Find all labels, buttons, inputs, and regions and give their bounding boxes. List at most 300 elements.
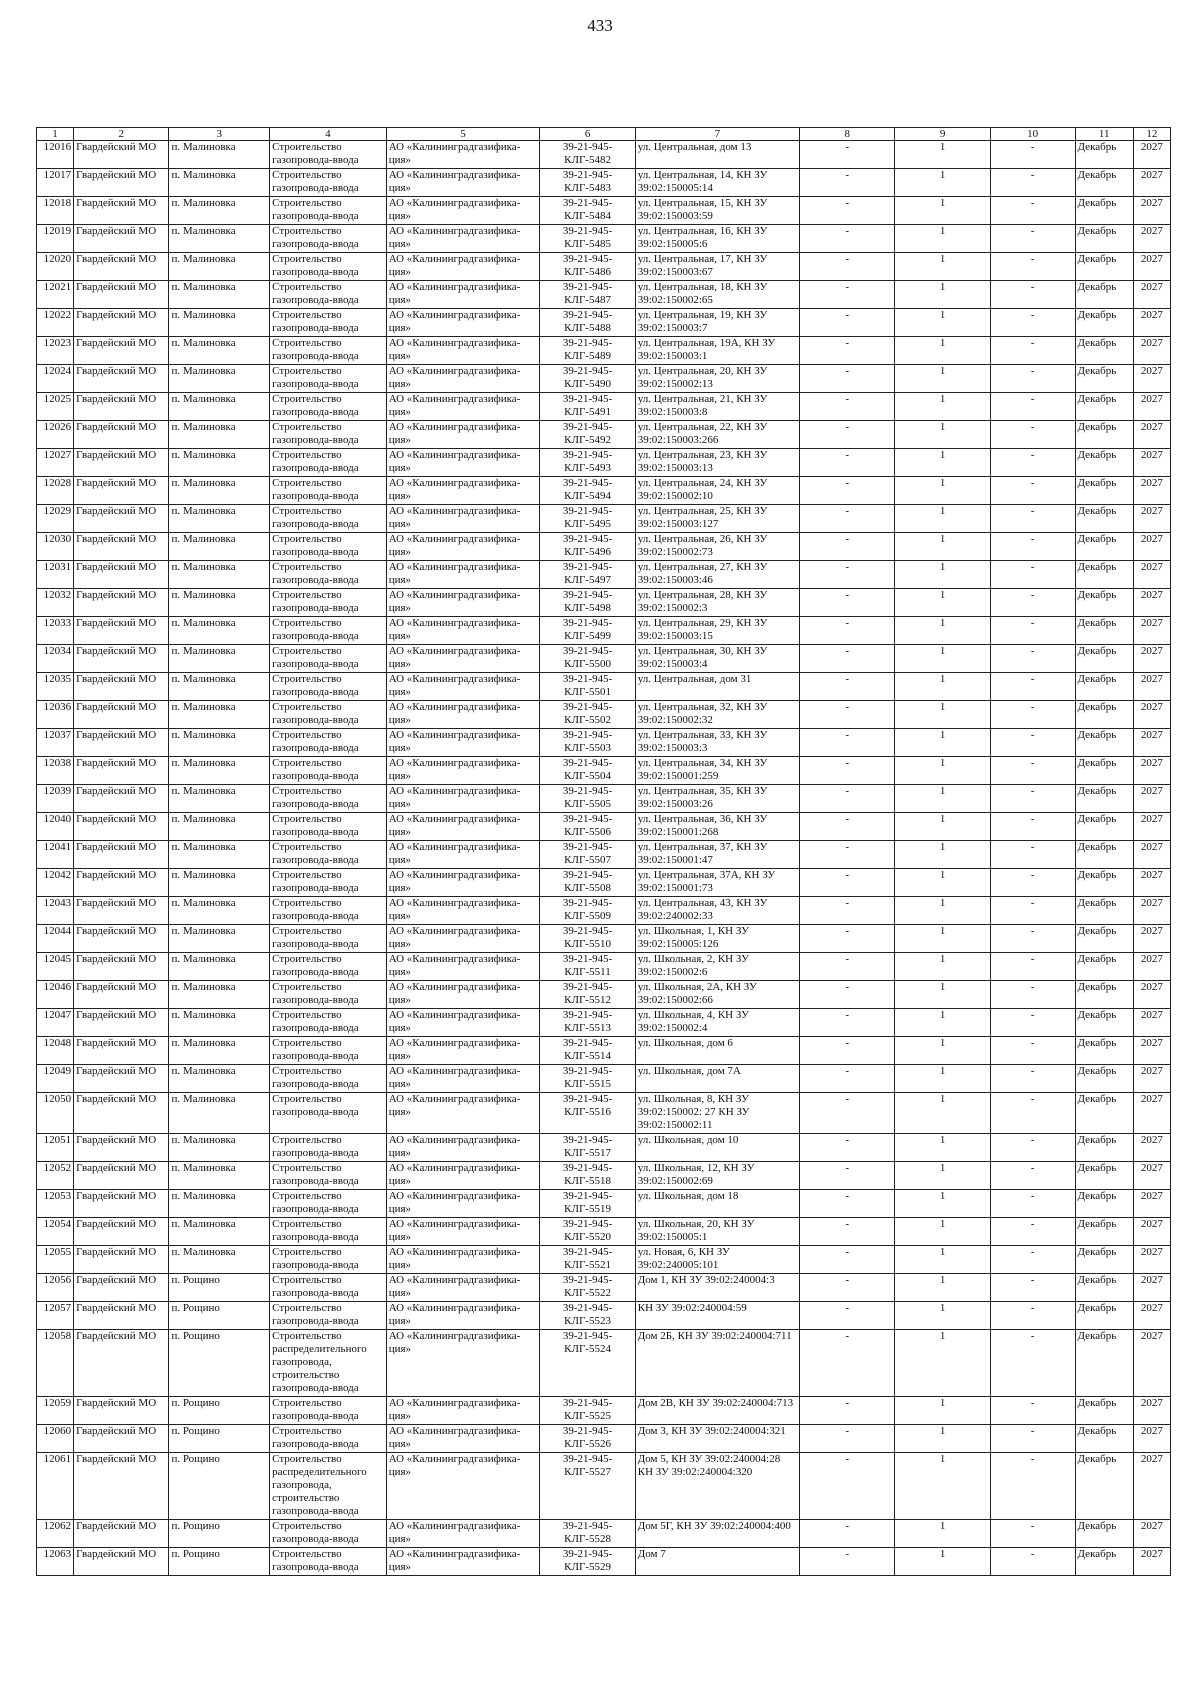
year-cell: 2027 <box>1133 589 1170 617</box>
registration-code-cell: 39-21-945-КЛГ-5511 <box>540 953 635 981</box>
column-9-value-cell: 1 <box>895 1548 990 1576</box>
month-cell: Декабрь <box>1075 1274 1133 1302</box>
settlement-cell: п. Малиновка <box>169 897 270 925</box>
month-cell: Декабрь <box>1075 1009 1133 1037</box>
table-row <box>37 701 1171 729</box>
record-number-cell: 12060 <box>37 1425 74 1453</box>
registration-code-cell: 39-21-945-КЛГ-5528 <box>540 1520 635 1548</box>
column-8-value-cell: - <box>800 1330 895 1397</box>
header-cell: 3 <box>169 128 270 141</box>
settlement-cell: п. Рощино <box>169 1302 270 1330</box>
column-9-value-cell: 1 <box>895 1302 990 1330</box>
column-8-value-cell: - <box>800 589 895 617</box>
column-10-value-cell: - <box>990 561 1075 589</box>
address-cell: Дом 1, КН ЗУ 39:02:240004:3 <box>635 1274 799 1302</box>
record-number-cell: 12033 <box>37 617 74 645</box>
municipality-cell: Гвардейский МО <box>74 1134 169 1162</box>
table-row <box>37 1425 1171 1453</box>
settlement-cell: п. Малиновка <box>169 477 270 505</box>
municipality-cell: Гвардейский МО <box>74 533 169 561</box>
organization-cell: АО «Калининградгазифика-ция» <box>386 729 540 757</box>
registration-code-cell: 39-21-945-КЛГ-5489 <box>540 337 635 365</box>
column-10-value-cell: - <box>990 533 1075 561</box>
municipality-cell: Гвардейский МО <box>74 1065 169 1093</box>
year-cell: 2027 <box>1133 337 1170 365</box>
year-cell: 2027 <box>1133 561 1170 589</box>
registration-code-cell: 39-21-945-КЛГ-5518 <box>540 1162 635 1190</box>
organization-cell: АО «Калининградгазифика-ция» <box>386 1425 540 1453</box>
table-row <box>37 617 1171 645</box>
register-sheet <box>36 127 1171 1576</box>
month-cell: Декабрь <box>1075 1065 1133 1093</box>
column-9-value-cell: 1 <box>895 813 990 841</box>
organization-cell: АО «Калининградгазифика-ция» <box>386 225 540 253</box>
column-8-value-cell: - <box>800 1274 895 1302</box>
address-cell: ул. Центральная, 23, КН ЗУ 39:02:150003:13 <box>635 449 799 477</box>
municipality-cell: Гвардейский МО <box>74 1093 169 1134</box>
address-cell: ул. Центральная, 35, КН ЗУ 39:02:150003:26 <box>635 785 799 813</box>
record-number-cell: 12028 <box>37 477 74 505</box>
work-type-cell: Строительство газопровода-ввода <box>270 1065 387 1093</box>
organization-cell: АО «Калининградгазифика-ция» <box>386 701 540 729</box>
organization-cell: АО «Калининградгазифика-ция» <box>386 197 540 225</box>
year-cell: 2027 <box>1133 645 1170 673</box>
address-cell: ул. Центральная, 20, КН ЗУ 39:02:150002:13 <box>635 365 799 393</box>
settlement-cell: п. Малиновка <box>169 841 270 869</box>
settlement-cell: п. Малиновка <box>169 869 270 897</box>
municipality-cell: Гвардейский МО <box>74 953 169 981</box>
settlement-cell: п. Рощино <box>169 1548 270 1576</box>
organization-cell: АО «Калининградгазифика-ция» <box>386 365 540 393</box>
organization-cell: АО «Калининградгазифика-ция» <box>386 1453 540 1520</box>
record-number-cell: 12040 <box>37 813 74 841</box>
record-number-cell: 12030 <box>37 533 74 561</box>
column-10-value-cell: - <box>990 1246 1075 1274</box>
settlement-cell: п. Малиновка <box>169 673 270 701</box>
municipality-cell: Гвардейский МО <box>74 225 169 253</box>
column-9-value-cell: 1 <box>895 1246 990 1274</box>
table-row <box>37 337 1171 365</box>
settlement-cell: п. Малиновка <box>169 533 270 561</box>
column-9-value-cell: 1 <box>895 1274 990 1302</box>
record-number-cell: 12063 <box>37 1548 74 1576</box>
table-row <box>37 309 1171 337</box>
column-8-value-cell: - <box>800 729 895 757</box>
record-number-cell: 12036 <box>37 701 74 729</box>
settlement-cell: п. Малиновка <box>169 729 270 757</box>
work-type-cell: Строительство газопровода-ввода <box>270 925 387 953</box>
organization-cell: АО «Калининградгазифика-ция» <box>386 841 540 869</box>
header-cell: 1 <box>37 128 74 141</box>
column-10-value-cell: - <box>990 981 1075 1009</box>
work-type-cell: Строительство газопровода-ввода <box>270 1425 387 1453</box>
year-cell: 2027 <box>1133 897 1170 925</box>
address-cell: ул. Центральная, 24, КН ЗУ 39:02:150002:10 <box>635 477 799 505</box>
organization-cell: АО «Калининградгазифика-ция» <box>386 757 540 785</box>
column-10-value-cell: - <box>990 449 1075 477</box>
address-cell: ул. Центральная, 21, КН ЗУ 39:02:150003:8 <box>635 393 799 421</box>
registration-code-cell: 39-21-945-КЛГ-5497 <box>540 561 635 589</box>
column-9-value-cell: 1 <box>895 197 990 225</box>
column-9-value-cell: 1 <box>895 477 990 505</box>
column-8-value-cell: - <box>800 421 895 449</box>
year-cell: 2027 <box>1133 1246 1170 1274</box>
municipality-cell: Гвардейский МО <box>74 1548 169 1576</box>
settlement-cell: п. Рощино <box>169 1520 270 1548</box>
column-10-value-cell: - <box>990 309 1075 337</box>
registration-code-cell: 39-21-945-КЛГ-5508 <box>540 869 635 897</box>
municipality-cell: Гвардейский МО <box>74 169 169 197</box>
month-cell: Декабрь <box>1075 1453 1133 1520</box>
column-10-value-cell: - <box>990 645 1075 673</box>
registration-code-cell: 39-21-945-КЛГ-5502 <box>540 701 635 729</box>
column-9-value-cell: 1 <box>895 337 990 365</box>
month-cell: Декабрь <box>1075 1330 1133 1397</box>
column-10-value-cell: - <box>990 225 1075 253</box>
work-type-cell: Строительство газопровода-ввода <box>270 701 387 729</box>
municipality-cell: Гвардейский МО <box>74 701 169 729</box>
address-cell: ул. Центральная, 22, КН ЗУ 39:02:150003:266 <box>635 421 799 449</box>
address-cell: ул. Школьная, 2, КН ЗУ 39:02:150002:6 <box>635 953 799 981</box>
record-number-cell: 12050 <box>37 1093 74 1134</box>
municipality-cell: Гвардейский МО <box>74 197 169 225</box>
municipality-cell: Гвардейский МО <box>74 1037 169 1065</box>
organization-cell: АО «Калининградгазифика-ция» <box>386 925 540 953</box>
settlement-cell: п. Малиновка <box>169 701 270 729</box>
record-number-cell: 12038 <box>37 757 74 785</box>
column-9-value-cell: 1 <box>895 617 990 645</box>
work-type-cell: Строительство газопровода-ввода <box>270 421 387 449</box>
work-type-cell: Строительство газопровода-ввода <box>270 729 387 757</box>
month-cell: Декабрь <box>1075 533 1133 561</box>
table-row <box>37 533 1171 561</box>
address-cell: ул. Школьная, дом 10 <box>635 1134 799 1162</box>
settlement-cell: п. Малиновка <box>169 1134 270 1162</box>
column-8-value-cell: - <box>800 1548 895 1576</box>
table-row <box>37 1453 1171 1520</box>
settlement-cell: п. Малиновка <box>169 953 270 981</box>
record-number-cell: 12035 <box>37 673 74 701</box>
settlement-cell: п. Малиновка <box>169 141 270 169</box>
address-cell: Дом 2В, КН ЗУ 39:02:240004:713 <box>635 1397 799 1425</box>
municipality-cell: Гвардейский МО <box>74 561 169 589</box>
year-cell: 2027 <box>1133 617 1170 645</box>
month-cell: Декабрь <box>1075 953 1133 981</box>
register-table <box>36 127 1171 1576</box>
table-row <box>37 1330 1171 1397</box>
address-cell: ул. Центральная, дом 13 <box>635 141 799 169</box>
record-number-cell: 12044 <box>37 925 74 953</box>
month-cell: Декабрь <box>1075 1302 1133 1330</box>
year-cell: 2027 <box>1133 925 1170 953</box>
registration-code-cell: 39-21-945-КЛГ-5499 <box>540 617 635 645</box>
column-8-value-cell: - <box>800 757 895 785</box>
address-cell: Дом 3, КН ЗУ 39:02:240004:321 <box>635 1425 799 1453</box>
work-type-cell: Строительство газопровода-ввода <box>270 869 387 897</box>
table-row <box>37 757 1171 785</box>
settlement-cell: п. Малиновка <box>169 1162 270 1190</box>
year-cell: 2027 <box>1133 673 1170 701</box>
table-row <box>37 925 1171 953</box>
column-10-value-cell: - <box>990 1274 1075 1302</box>
address-cell: ул. Центральная, 36, КН ЗУ 39:02:150001:268 <box>635 813 799 841</box>
organization-cell: АО «Калининградгазифика-ция» <box>386 785 540 813</box>
settlement-cell: п. Малиновка <box>169 1037 270 1065</box>
column-9-value-cell: 1 <box>895 1065 990 1093</box>
record-number-cell: 12056 <box>37 1274 74 1302</box>
address-cell: ул. Школьная, дом 18 <box>635 1190 799 1218</box>
record-number-cell: 12031 <box>37 561 74 589</box>
settlement-cell: п. Малиновка <box>169 925 270 953</box>
work-type-cell: Строительство газопровода-ввода <box>270 477 387 505</box>
month-cell: Декабрь <box>1075 309 1133 337</box>
settlement-cell: п. Малиновка <box>169 393 270 421</box>
organization-cell: АО «Калининградгазифика-ция» <box>386 981 540 1009</box>
column-10-value-cell: - <box>990 1218 1075 1246</box>
municipality-cell: Гвардейский МО <box>74 365 169 393</box>
settlement-cell: п. Малиновка <box>169 785 270 813</box>
month-cell: Декабрь <box>1075 393 1133 421</box>
table-row <box>37 1548 1171 1576</box>
month-cell: Декабрь <box>1075 785 1133 813</box>
work-type-cell: Строительство газопровода-ввода <box>270 1218 387 1246</box>
organization-cell: АО «Калининградгазифика-ция» <box>386 1274 540 1302</box>
column-8-value-cell: - <box>800 617 895 645</box>
column-10-value-cell: - <box>990 197 1075 225</box>
column-9-value-cell: 1 <box>895 785 990 813</box>
address-cell: ул. Школьная, 12, КН ЗУ 39:02:150002:69 <box>635 1162 799 1190</box>
month-cell: Декабрь <box>1075 645 1133 673</box>
organization-cell: АО «Калининградгазифика-ция» <box>386 617 540 645</box>
table-row <box>37 1397 1171 1425</box>
address-cell: ул. Школьная, 8, КН ЗУ 39:02:150002: 27 КН ЗУ 39:02:150002:11 <box>635 1093 799 1134</box>
work-type-cell: Строительство газопровода-ввода <box>270 505 387 533</box>
settlement-cell: п. Малиновка <box>169 281 270 309</box>
work-type-cell: Строительство газопровода-ввода <box>270 589 387 617</box>
registration-code-cell: 39-21-945-КЛГ-5487 <box>540 281 635 309</box>
column-9-value-cell: 1 <box>895 169 990 197</box>
month-cell: Декабрь <box>1075 477 1133 505</box>
registration-code-cell: 39-21-945-КЛГ-5510 <box>540 925 635 953</box>
registration-code-cell: 39-21-945-КЛГ-5498 <box>540 589 635 617</box>
column-8-value-cell: - <box>800 309 895 337</box>
registration-code-cell: 39-21-945-КЛГ-5522 <box>540 1274 635 1302</box>
column-9-value-cell: 1 <box>895 1190 990 1218</box>
municipality-cell: Гвардейский МО <box>74 981 169 1009</box>
column-8-value-cell: - <box>800 1162 895 1190</box>
month-cell: Декабрь <box>1075 673 1133 701</box>
registration-code-cell: 39-21-945-КЛГ-5505 <box>540 785 635 813</box>
organization-cell: АО «Калининградгазифика-ция» <box>386 1162 540 1190</box>
work-type-cell: Строительство газопровода-ввода <box>270 337 387 365</box>
record-number-cell: 12051 <box>37 1134 74 1162</box>
table-row <box>37 953 1171 981</box>
column-8-value-cell: - <box>800 393 895 421</box>
column-10-value-cell: - <box>990 1425 1075 1453</box>
address-cell: ул. Центральная, 29, КН ЗУ 39:02:150003:15 <box>635 617 799 645</box>
column-9-value-cell: 1 <box>895 757 990 785</box>
work-type-cell: Строительство газопровода-ввода <box>270 1093 387 1134</box>
column-9-value-cell: 1 <box>895 953 990 981</box>
column-8-value-cell: - <box>800 841 895 869</box>
month-cell: Декабрь <box>1075 841 1133 869</box>
municipality-cell: Гвардейский МО <box>74 393 169 421</box>
column-10-value-cell: - <box>990 141 1075 169</box>
column-9-value-cell: 1 <box>895 1134 990 1162</box>
work-type-cell: Строительство газопровода-ввода <box>270 1397 387 1425</box>
column-10-value-cell: - <box>990 1397 1075 1425</box>
record-number-cell: 12047 <box>37 1009 74 1037</box>
address-cell: ул. Центральная, 30, КН ЗУ 39:02:150003:4 <box>635 645 799 673</box>
organization-cell: АО «Калининградгазифика-ция» <box>386 1134 540 1162</box>
settlement-cell: п. Малиновка <box>169 617 270 645</box>
table-row <box>37 281 1171 309</box>
column-9-value-cell: 1 <box>895 449 990 477</box>
table-row <box>37 1520 1171 1548</box>
table-row <box>37 897 1171 925</box>
column-9-value-cell: 1 <box>895 673 990 701</box>
column-8-value-cell: - <box>800 981 895 1009</box>
registration-code-cell: 39-21-945-КЛГ-5526 <box>540 1425 635 1453</box>
year-cell: 2027 <box>1133 1162 1170 1190</box>
address-cell: ул. Центральная, 19, КН ЗУ 39:02:150003:7 <box>635 309 799 337</box>
month-cell: Декабрь <box>1075 1548 1133 1576</box>
organization-cell: АО «Калининградгазифика-ция» <box>386 1093 540 1134</box>
organization-cell: АО «Калининградгазифика-ция» <box>386 645 540 673</box>
column-9-value-cell: 1 <box>895 1009 990 1037</box>
column-10-value-cell: - <box>990 1548 1075 1576</box>
year-cell: 2027 <box>1133 1093 1170 1134</box>
column-8-value-cell: - <box>800 1093 895 1134</box>
column-10-value-cell: - <box>990 1009 1075 1037</box>
year-cell: 2027 <box>1133 813 1170 841</box>
settlement-cell: п. Рощино <box>169 1453 270 1520</box>
column-9-value-cell: 1 <box>895 561 990 589</box>
address-cell: ул. Центральная, 34, КН ЗУ 39:02:150001:259 <box>635 757 799 785</box>
work-type-cell: Строительство газопровода-ввода <box>270 1520 387 1548</box>
table-row <box>37 1218 1171 1246</box>
column-8-value-cell: - <box>800 953 895 981</box>
column-10-value-cell: - <box>990 169 1075 197</box>
year-cell: 2027 <box>1133 869 1170 897</box>
address-cell: ул. Центральная, 27, КН ЗУ 39:02:150003:46 <box>635 561 799 589</box>
header-cell: 10 <box>990 128 1075 141</box>
table-row <box>37 1093 1171 1134</box>
table-row <box>37 561 1171 589</box>
registration-code-cell: 39-21-945-КЛГ-5485 <box>540 225 635 253</box>
year-cell: 2027 <box>1133 141 1170 169</box>
organization-cell: АО «Калининградгазифика-ция» <box>386 477 540 505</box>
month-cell: Декабрь <box>1075 869 1133 897</box>
municipality-cell: Гвардейский МО <box>74 897 169 925</box>
month-cell: Декабрь <box>1075 813 1133 841</box>
registration-code-cell: 39-21-945-КЛГ-5494 <box>540 477 635 505</box>
table-row <box>37 869 1171 897</box>
column-10-value-cell: - <box>990 897 1075 925</box>
registration-code-cell: 39-21-945-КЛГ-5491 <box>540 393 635 421</box>
header-cell: 7 <box>635 128 799 141</box>
municipality-cell: Гвардейский МО <box>74 1425 169 1453</box>
year-cell: 2027 <box>1133 841 1170 869</box>
work-type-cell: Строительство газопровода-ввода <box>270 1302 387 1330</box>
registration-code-cell: 39-21-945-КЛГ-5527 <box>540 1453 635 1520</box>
column-10-value-cell: - <box>990 1190 1075 1218</box>
record-number-cell: 12045 <box>37 953 74 981</box>
organization-cell: АО «Калининградгазифика-ция» <box>386 813 540 841</box>
month-cell: Декабрь <box>1075 729 1133 757</box>
municipality-cell: Гвардейский МО <box>74 1009 169 1037</box>
year-cell: 2027 <box>1133 421 1170 449</box>
settlement-cell: п. Малиновка <box>169 169 270 197</box>
address-cell: ул. Центральная, 37А, КН ЗУ 39:02:150001:73 <box>635 869 799 897</box>
registration-code-cell: 39-21-945-КЛГ-5519 <box>540 1190 635 1218</box>
organization-cell: АО «Калининградгазифика-ция» <box>386 1190 540 1218</box>
year-cell: 2027 <box>1133 1330 1170 1397</box>
month-cell: Декабрь <box>1075 1246 1133 1274</box>
organization-cell: АО «Калининградгазифика-ция» <box>386 253 540 281</box>
page-number: 433 <box>587 16 613 35</box>
column-9-value-cell: 1 <box>895 281 990 309</box>
column-10-value-cell: - <box>990 337 1075 365</box>
record-number-cell: 12027 <box>37 449 74 477</box>
month-cell: Декабрь <box>1075 365 1133 393</box>
column-8-value-cell: - <box>800 365 895 393</box>
record-number-cell: 12041 <box>37 841 74 869</box>
column-8-value-cell: - <box>800 533 895 561</box>
record-number-cell: 12055 <box>37 1246 74 1274</box>
organization-cell: АО «Калининградгазифика-ция» <box>386 1302 540 1330</box>
work-type-cell: Строительство газопровода-ввода <box>270 1162 387 1190</box>
address-cell: ул. Новая, 6, КН ЗУ 39:02:240005:101 <box>635 1246 799 1274</box>
registration-code-cell: 39-21-945-КЛГ-5503 <box>540 729 635 757</box>
column-9-value-cell: 1 <box>895 645 990 673</box>
column-10-value-cell: - <box>990 421 1075 449</box>
column-8-value-cell: - <box>800 1520 895 1548</box>
column-10-value-cell: - <box>990 505 1075 533</box>
month-cell: Декабрь <box>1075 589 1133 617</box>
address-cell: ул. Школьная, дом 6 <box>635 1037 799 1065</box>
column-8-value-cell: - <box>800 1009 895 1037</box>
month-cell: Декабрь <box>1075 561 1133 589</box>
month-cell: Декабрь <box>1075 1134 1133 1162</box>
year-cell: 2027 <box>1133 1274 1170 1302</box>
column-8-value-cell: - <box>800 1190 895 1218</box>
column-9-value-cell: 1 <box>895 505 990 533</box>
record-number-cell: 12016 <box>37 141 74 169</box>
column-10-value-cell: - <box>990 701 1075 729</box>
table-row <box>37 477 1171 505</box>
municipality-cell: Гвардейский МО <box>74 1218 169 1246</box>
year-cell: 2027 <box>1133 309 1170 337</box>
column-8-value-cell: - <box>800 645 895 673</box>
registration-code-cell: 39-21-945-КЛГ-5529 <box>540 1548 635 1576</box>
address-cell: ул. Центральная, 14, КН ЗУ 39:02:150005:14 <box>635 169 799 197</box>
work-type-cell: Строительство газопровода-ввода <box>270 617 387 645</box>
address-cell: ул. Школьная, 20, КН ЗУ 39:02:150005:1 <box>635 1218 799 1246</box>
record-number-cell: 12046 <box>37 981 74 1009</box>
month-cell: Декабрь <box>1075 225 1133 253</box>
table-row <box>37 421 1171 449</box>
municipality-cell: Гвардейский МО <box>74 477 169 505</box>
organization-cell: АО «Калининградгазифика-ция» <box>386 141 540 169</box>
header-cell: 2 <box>74 128 169 141</box>
address-cell: ул. Центральная, 28, КН ЗУ 39:02:150002:3 <box>635 589 799 617</box>
year-cell: 2027 <box>1133 1548 1170 1576</box>
month-cell: Декабрь <box>1075 1520 1133 1548</box>
registration-code-cell: 39-21-945-КЛГ-5507 <box>540 841 635 869</box>
year-cell: 2027 <box>1133 1520 1170 1548</box>
year-cell: 2027 <box>1133 1218 1170 1246</box>
